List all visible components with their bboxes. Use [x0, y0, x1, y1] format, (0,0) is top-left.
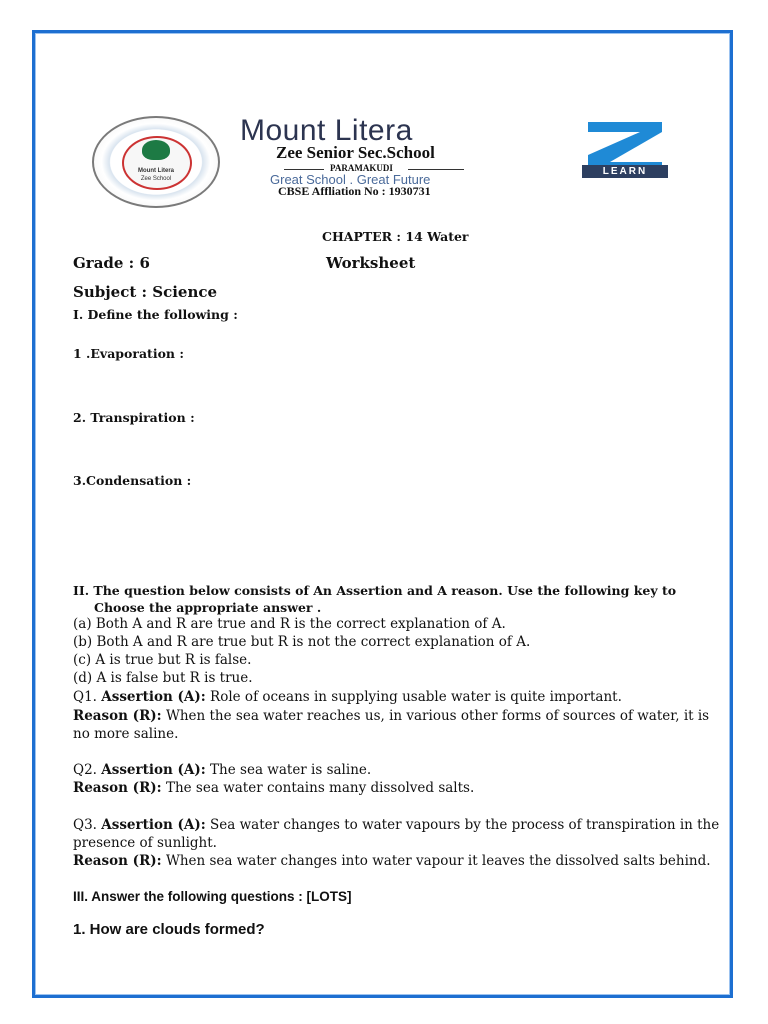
q3-assertion-text: Sea water changes to water vapours by the process of transpiration in the	[210, 817, 720, 833]
q3-reason-line	[73, 853, 711, 869]
section3-question-1: 1. How are clouds formed?	[73, 921, 265, 938]
affiliation-number: CBSE Affliation No : 1930731	[278, 184, 431, 198]
school-location: PARAMAKUDI	[330, 163, 393, 173]
divider-left	[284, 169, 324, 170]
q1-assertion-label: Assertion (A):	[101, 689, 206, 705]
q2-assertion-label: Assertion (A):	[101, 762, 206, 778]
q2-number: Q2.	[73, 762, 97, 778]
crest-name: Mount Litera	[138, 168, 174, 174]
define-item-evaporation: 1 .Evaporation :	[73, 346, 184, 361]
section2-heading-cont: Choose the appropriate answer .	[94, 600, 322, 615]
define-item-transpiration: 2. Transpiration :	[73, 410, 195, 425]
q3-assertion-cont: presence of sunlight.	[73, 835, 217, 851]
section2-heading: II. The question below consists of An Assertion and A reason. Use the following key to	[73, 583, 677, 598]
grade-label: Grade : 6	[73, 254, 150, 272]
worksheet-title: Worksheet	[326, 254, 416, 272]
crest-sub: Zee School	[140, 176, 172, 182]
q3-reason-label: Reason (R):	[73, 853, 162, 869]
q2-assertion-line	[73, 762, 371, 778]
school-name: Mount Litera	[240, 114, 413, 147]
q1-assertion-line	[73, 689, 622, 705]
define-item-condensation: 3.Condensation :	[73, 473, 192, 488]
q1-reason-line	[73, 708, 709, 724]
q3-reason-text: When sea water changes into water vapour it leaves the dissolved salts behind.	[165, 853, 711, 869]
q1-reason-text: When the sea water reaches us, in various other forms of sources of water, it is	[165, 708, 710, 724]
q2-reason-line	[73, 780, 474, 796]
q2-assertion-text: The sea water is saline.	[210, 762, 372, 778]
q1-number: Q1.	[73, 689, 97, 705]
q3-number: Q3.	[73, 817, 97, 833]
key-option-b: (b) Both A and R are true but R is not the correct explanation of A.	[73, 634, 531, 650]
q3-assertion-label: Assertion (A):	[101, 817, 206, 833]
q2-reason-label: Reason (R):	[73, 780, 162, 796]
subject-label: Subject : Science	[73, 283, 218, 301]
school-tagline: Great School . Great Future	[270, 172, 431, 187]
school-crest-logo	[92, 116, 220, 208]
key-option-c: (c) A is true but R is false.	[73, 652, 252, 668]
chapter-title: CHAPTER : 14 Water	[322, 229, 469, 244]
q1-assertion-text: Role of oceans in supplying usable water is quite important.	[210, 689, 622, 705]
q1-reason-label: Reason (R):	[73, 708, 162, 724]
key-option-a: (a) Both A and R are true and R is the correct explanation of A.	[73, 616, 506, 632]
q1-reason-cont: no more saline.	[73, 726, 179, 742]
q2-reason-text: The sea water contains many dissolved salts.	[165, 780, 475, 796]
divider-right	[408, 169, 464, 170]
crest-emblem-icon	[142, 140, 170, 160]
school-subtitle: Zee Senior Sec.School	[276, 143, 435, 162]
key-option-d: (d) A is false but R is true.	[73, 670, 253, 686]
q3-assertion-line	[73, 817, 719, 833]
section3-heading: III. Answer the following questions : [LOTS]	[73, 889, 352, 904]
section1-heading: I. Define the following :	[73, 307, 238, 322]
zee-learn-label: LEARN	[582, 165, 668, 178]
